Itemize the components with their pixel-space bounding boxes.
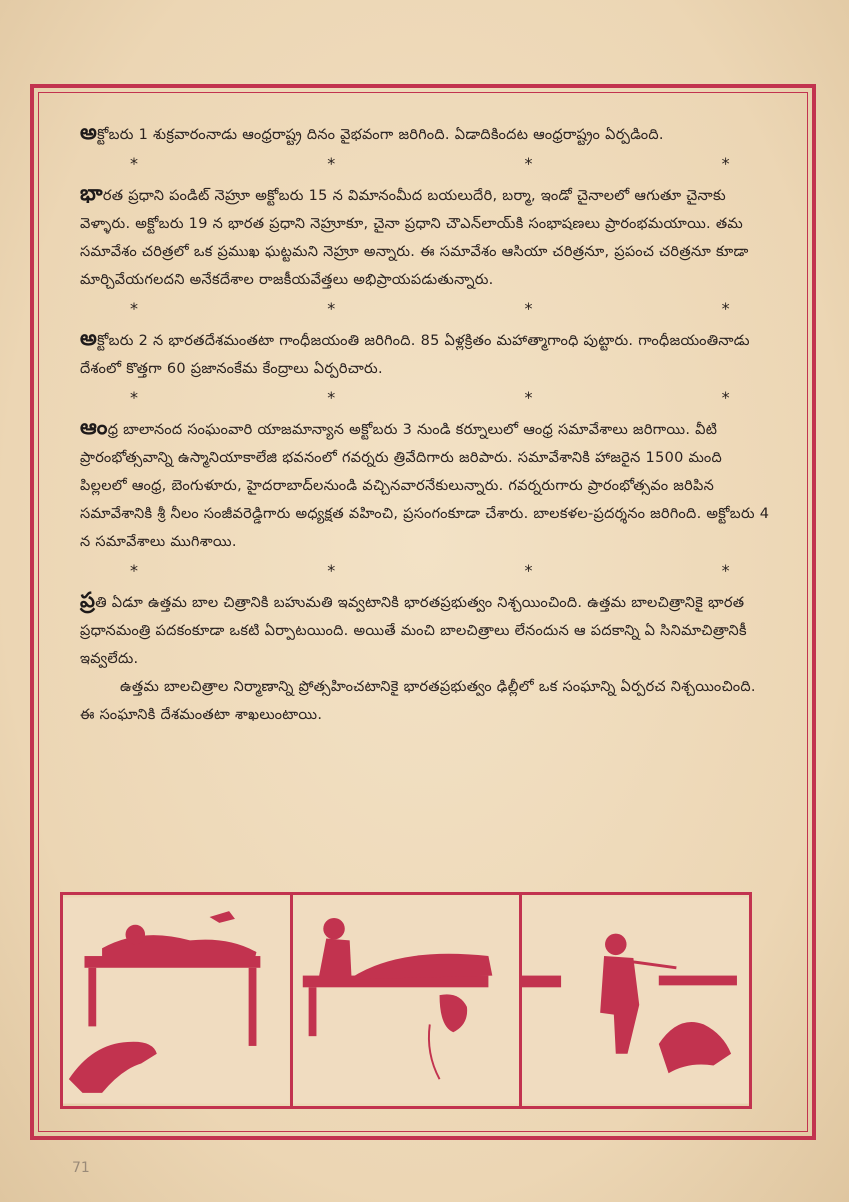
news-item-children-film-committee: ఉత్తమ బాలచిత్రాల నిర్మాణాన్ని ప్రోత్సహించటానికై భారతప్రభుత్వం ఢిల్లీలో ఒక సంఘాన్ని ఏర్పరచ నిశ్చయించింది. ఈ సంఘానికి దేశమంతటా శాఖలుంటాయి. — [80, 679, 756, 723]
drop-cap: భా — [80, 181, 103, 205]
news-item-andhra-day — [80, 118, 770, 149]
page-number: 71 — [72, 1160, 90, 1176]
comic-panel-1 — [63, 895, 293, 1106]
comic-strip — [60, 892, 752, 1109]
drop-cap: అ — [80, 120, 98, 144]
comic-panel-2 — [293, 895, 523, 1106]
news-item-nehru-china — [80, 179, 770, 294]
news-item-children-film-award — [80, 586, 770, 673]
news-text: క్టోబరు 1 శుక్రవారంనాడు ఆంధ్రరాష్ట్ర దినం వైభవంగా జరిగింది. ఏడాదికిందట ఆంధ్రరాష్ట్రం ఏర్పడింది. — [97, 127, 664, 143]
news-item-balananda-sangham — [80, 413, 770, 556]
drop-cap: అ — [80, 326, 98, 350]
news-text: ధ్ర బాలానంద సంఘంవారి యాజమాన్యాన అక్టోబరు 3 నుండి కర్నూలులో ఆంధ్ర సమావేశాలు జరిగాయి. వీటి ప్రారంభోత్సవాన్ని ఉస్మానియాకాలేజి భవనంలో గవర్నరు త్రివేదిగారు జరిపారు. సమావేశానికి హాజరైన 1500 మంది పిల్లలలో ఆంధ్ర, బెంగుళూరు, హైదరాబాద్‌లనుండి వచ్చినవారనేకులున్నారు. గవర్నరుగారు ప్రారంభోత్సవం జరిపిన సమావేశానికి శ్రీ నీలం సంజీవరెడ్డిగారు అధ్యక్షత వహించి, ప్రసంగంకూడా చేశారు. బాలకళల-ప్రదర్శనం జరిగింది. అక్టోబరు 4 న సమావేశాలు ముగిశాయి. — [80, 422, 770, 550]
news-text: క్టోబరు 2 న భారతదేశమంతటా గాంధీజయంతి జరిగింది. 85 ఏళ్లక్రితం మహాత్మాగాంధి పుట్టారు. గాంధీజయంతినాడు దేశంలో కొత్తగా 60 ప్రజానంకేమ కేంద్రాలు ఏర్పరిచారు. — [80, 333, 750, 377]
boy-awakened-illustration — [293, 895, 520, 1106]
news-text: రత ప్రధాని పండిట్ నెహ్రూ అక్టోబరు 15 న విమానంమీద బయలుదేరి, బర్మా, ఇండో చైనాలలో ఆగుతూ చైనాకు వెళ్ళారు. అక్టోబరు 19 న భారత ప్రధాని నెహ్రూకూ, చైనా ప్రధాని చౌఎన్‌లాయ్‌కి సంభాషణలు ప్రారంభమయాయి. తమ సమావేశం చరిత్రలో ఒక ప్రముఖ ఘట్టమని నెహ్రూ అన్నారు. ఈ సమావేశం ఆసియా చరిత్రనూ, ప్రపంచ చరిత్రనూ కూడా మార్చివేయగలదని అనేకదేశాల రాజకీయవేత్తలు అభిప్రాయపడుతున్నారు. — [80, 188, 749, 288]
drop-cap: ఆం — [80, 415, 108, 439]
star-separator: * * * * — [130, 561, 730, 580]
star-separator: * * * * — [130, 154, 730, 173]
news-column — [80, 118, 770, 729]
star-separator: * * * * — [130, 388, 730, 407]
sleeping-boy-cat-illustration — [63, 895, 290, 1106]
news-item-gandhi-jayanti — [80, 324, 770, 383]
star-separator: * * * * — [130, 299, 730, 318]
boy-chasing-cat-illustration — [522, 895, 749, 1106]
comic-panel-3 — [522, 895, 749, 1106]
news-text: తి ఏడూ ఉత్తమ బాల చిత్రానికి బహుమతి ఇవ్వటానికి భారతప్రభుత్వం నిశ్చయించింది. ఉత్తమ బాలచిత్రానికై భారత ప్రధానమంత్రి పదకంకూడా ఒకటి ఏర్పాటయింది. అయితే మంచి బాలచిత్రాలు లేనందున ఆ పదకాన్ని ఏ సినిమాచిత్రానికీ ఇవ్వలేదు. — [80, 595, 747, 667]
drop-cap: ప్ర — [80, 588, 96, 612]
